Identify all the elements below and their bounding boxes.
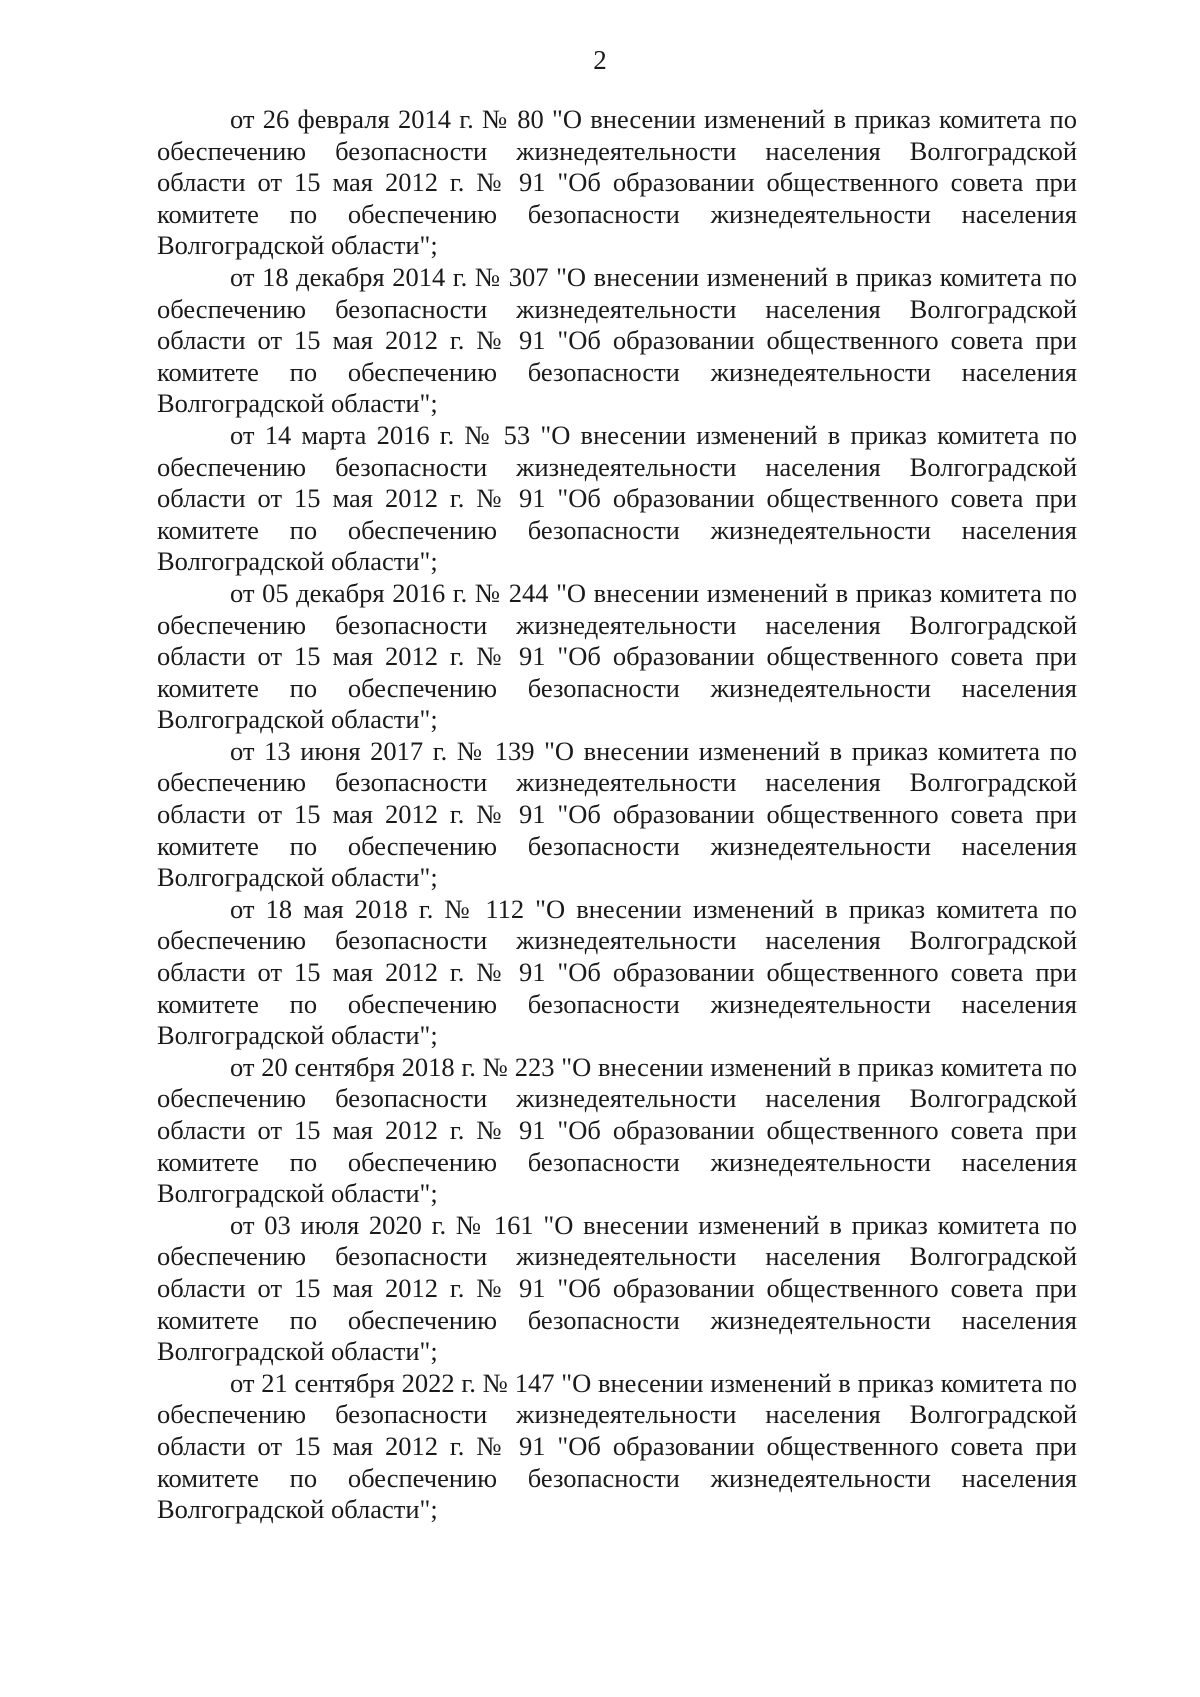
list-item: от 26 февраля 2014 г. № 80 "О внесении изменений в приказ комитета по обеспечению безопасности жизнедеятельности населения Волгоградской области от 15 мая 2012 г. № 91 "Об образовании общественного совета при комитете по обеспечению безопасности жизнедеятельности населения Волгоградской области"; (157, 104, 1077, 261)
list-item: от 14 марта 2016 г. № 53 "О внесении изменений в приказ комитета по обеспечению безопасности жизнедеятельности населения Волгоградской области от 15 мая 2012 г. № 91 "Об образовании общественного совета при комитете по обеспечению безопасности жизнедеятельности населения Волгоградской области"; (157, 419, 1077, 577)
list-item: от 21 сентября 2022 г. № 147 "О внесении изменений в приказ комитета по обеспечению безопасности жизнедеятельности населения Волгоградской области от 15 мая 2012 г. № 91 "Об образовании общественного совета при комитете по обеспечению безопасности жизнедеятельности населения Волгоградской области"; (157, 1367, 1077, 1525)
list-item: от 18 декабря 2014 г. № 307 "О внесении изменений в приказ комитета по обеспечению безопасности жизнедеятельности населения Волгоградской области от 15 мая 2012 г. № 91 "Об образовании общественного совета при комитете по обеспечению безопасности жизнедеятельности населения Волгоградской области"; (157, 261, 1077, 419)
list-item: от 18 мая 2018 г. № 112 "О внесении изменений в приказ комитета по обеспечению безопасности жизнедеятельности населения Волгоградской области от 15 мая 2012 г. № 91 "Об образовании общественного совета при комитете по обеспечению безопасности жизнедеятельности населения Волгоградской области"; (157, 893, 1077, 1051)
document-body (157, 104, 1077, 1526)
list-item: от 05 декабря 2016 г. № 244 "О внесении изменений в приказ комитета по обеспечению безопасности жизнедеятельности населения Волгоградской области от 15 мая 2012 г. № 91 "Об образовании общественного совета при комитете по обеспечению безопасности жизнедеятельности населения Волгоградской области"; (157, 577, 1077, 735)
list-item: от 13 июня 2017 г. № 139 "О внесении изменений в приказ комитета по обеспечению безопасности жизнедеятельности населения Волгоградской области от 15 мая 2012 г. № 91 "Об образовании общественного совета при комитете по обеспечению безопасности жизнедеятельности населения Волгоградской области"; (157, 735, 1077, 893)
list-item: от 20 сентября 2018 г. № 223 "О внесении изменений в приказ комитета по обеспечению безопасности жизнедеятельности населения Волгоградской области от 15 мая 2012 г. № 91 "Об образовании общественного совета при комитете по обеспечению безопасности жизнедеятельности населения Волгоградской области"; (157, 1051, 1077, 1209)
list-item: от 03 июля 2020 г. № 161 "О внесении изменений в приказ комитета по обеспечению безопасности жизнедеятельности населения Волгоградской области от 15 мая 2012 г. № 91 "Об образовании общественного совета при комитете по обеспечению безопасности жизнедеятельности населения Волгоградской области"; (157, 1209, 1077, 1367)
page-number: 2 (593, 45, 607, 75)
